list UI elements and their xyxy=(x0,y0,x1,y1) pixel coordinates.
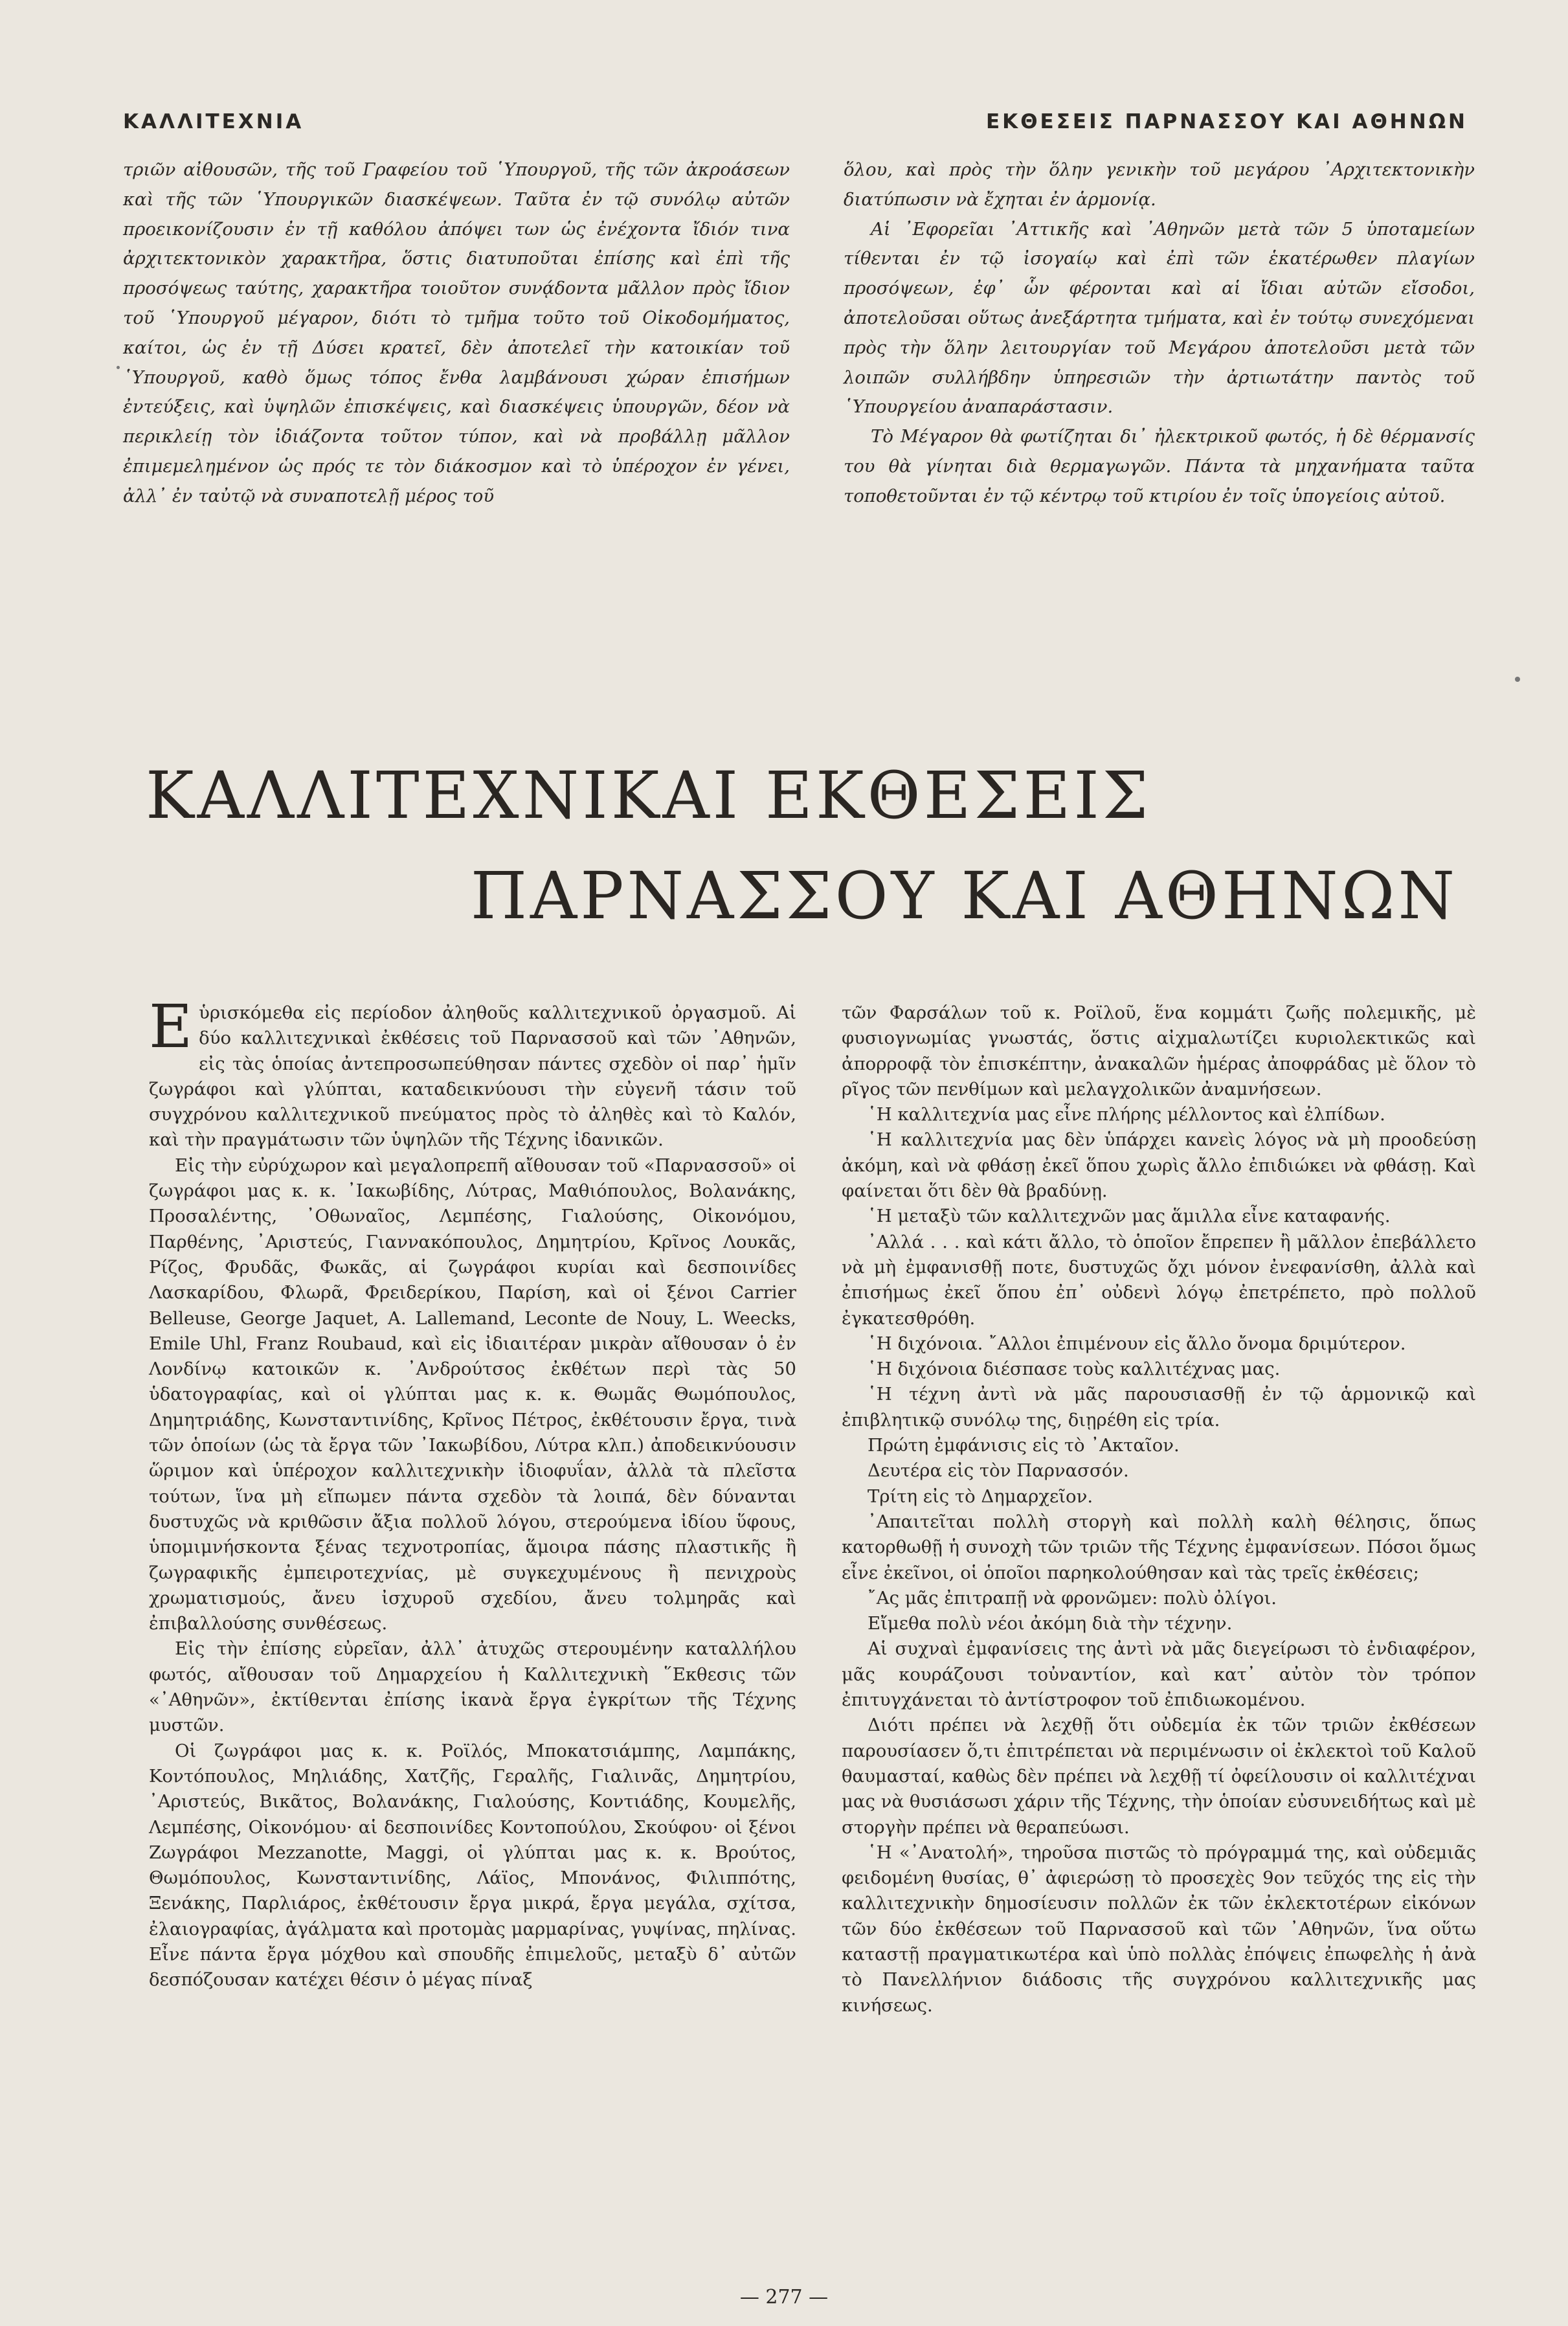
lead-paragraph xyxy=(149,992,796,1153)
print-speck xyxy=(117,366,120,369)
paragraph: Αἱ συχναὶ ἐμφανίσεις της ἀντὶ νὰ μᾶς διεγείρωσι τὸ ἐνδιαφέρον, μᾶς κουράζουσι τοὐναντίον, καὶ κατ᾿ αὐτὸν τὸν τρόπον ἐπιτυγχάνεται τὸ ἀντίστροφον τοῦ ἐπιδιωκομένου. xyxy=(842,1638,1476,1711)
paragraph: ῾Η καλλιτεχνία μας εἶνε πλήρης μέλλοντος καὶ ἐλπίδων. xyxy=(868,1104,1385,1125)
paragraph: Οἱ ζωγράφοι μας κ. κ. Ροϊλός, Μποκατσιάμπης, Λαμπάκης, Κοντόπουλος, Μηλιάδης, Χατζῆς, Γεραλῆς, Γιαλινᾶς, Δημητρίου, ᾽Αριστεύς, Βικᾶτος, Βολανάκης, Γιαλούσης, Κοντιάδης, Κουμελῆς, Λεμπέσης, Οἰκονόμου· αἱ δεσποινίδες Κοντοπούλου, Σκούφου· οἱ ξένοι Ζωγράφοι Mezzanotte, Maggi, οἱ γλύπται μας κ. κ. Βρούτος, Θωμόπουλος, Κωνσταντινίδης, Λάϊος, Μπονάνος, Φιλιππότης, Ξενάκης, Παρλιάρος, ἐκθέτουσιν ἔργα μικρά, ἔργα μεγάλα, σχίτσα, ἐλαιογραφίας, ἀγάλματα καὶ προτομὰς μαρμαρίνας, γυψίνας, πηλίνας. Εἶνε πάντα ἔργα μόχθου καὶ σπουδῆς ἐπιμελοῦς, μεταξὺ δ᾿ αὐτῶν δεσπόζουσαν κατέχει θέσιν ὁ μέγας πίναξ xyxy=(149,1740,796,1991)
page-number: — 277 — xyxy=(739,2286,829,2309)
paragraph: ῾Η καλλιτεχνία μας δὲν ὑπάρχει κανεὶς λόγος νὰ μὴ προοδεύσῃ ἀκόμη, καὶ νὰ φθάσῃ ἐκεῖ ὅπου χωρὶς ἄλλο ἐπιδιώκει νὰ φθάσῃ. Καὶ φαίνεται ὅτι δὲν θὰ βραδύνῃ. xyxy=(842,1129,1476,1202)
paragraph: Εἰς τὴν ἐπίσης εὐρεῖαν, ἀλλ᾿ ἀτυχῶς στερουμένην καταλλήλου φωτός, αἴθουσαν τοῦ Δημαρχείου ἡ Καλλιτεχνικὴ ῞Εκθεσις τῶν «᾽Αθηνῶν», ἐκτίθενται ἐπίσης ἱκανὰ ἔργα ἐγκρίτων τῆς Τέχνης μυστῶν. xyxy=(149,1638,796,1736)
paragraph: Διότι πρέπει νὰ λεχθῇ ὅτι οὐδεμία ἐκ τῶν τριῶν ἐκθέσεων παρουσίασεν ὅ,τι ἐπιτρέπεται νὰ περιμένωσιν οἱ ἐκλεκτοὶ τοῦ Καλοῦ θαυμασταί, καθὼς δὲν πρέπει νὰ λεχθῇ τί ὀφείλουσιν οἱ καλλιτέχναι μας νὰ θυσιάσωσι χάριν τῆς Τέχνης, τὴν ὁποίαν εὐσυνειδήτως καὶ μὲ στοργὴν πρέπει νὰ θεραπεύωσι. xyxy=(842,1715,1476,1838)
paragraph: Εἰς τὴν εὐρύχωρον καὶ μεγαλοπρεπῆ αἴθουσαν τοῦ «Παρνασσοῦ» οἱ ζωγράφοι μας κ. κ. ᾽Ιακωβίδης, Λύτρας, Μαθιόπουλος, Βολανάκης, Προσαλέντης, ᾽Οθωναῖος, Λεμπέσης, Γιαλούσης, Οἰκονόμου, Παρθένης, ᾽Αριστεύς, Γιαννακόπουλος, Δημητρίου, Κρῖνος Λουκᾶς, Ρίζος, Φρυδᾶς, Φωκᾶς, αἱ ζωγράφοι κυρίαι καὶ δεσποινίδες Λασκαρίδου, Φλωρᾶ, Φρειδερίκου, Παρίση, καὶ οἱ ξένοι Carrier Belleuse, George Jaquet, A. Lallemand, Leconte de Nouy, L. Weecks, Emile Uhl, Franz Roubaud, καὶ εἰς ἰδιαιτέραν μικρὰν αἴθουσαν ὁ ἐν Λονδίνῳ κατοικῶν κ. ᾽Ανδρούτσος ἐκθέτων περὶ τὰς 50 ὑδατογραφίας, καὶ οἱ γλύπται μας κ. κ. Θωμᾶς Θωμόπουλος, Δημητριάδης, Κωνσταντινίδης, Κρῖνος Πέτρος, ἐκθέτουσιν ἔργα, τινὰ τῶν ὁποίων (ὡς τὰ ἔργα τῶν ᾽Ιακωβίδου, Λύτρα κλπ.) ἀποδεικνύουσιν ὥριμον καὶ ὑπέροχον καλλιτεχνικὴν ἰδιοφυΐαν, ἀλλὰ τὰ πλεῖστα τούτων, ἵνα μὴ εἴπωμεν πάντα σχεδὸν τὰ λοιπά, δὲν δύνανται δυστυχῶς νὰ κριθῶσιν ἄξια πολλοῦ λόγου, στερούμενα ἰδίου ὕφους, ὑπομιμνήσκοντα ξένας τεχνοτροπίας, ἅμοιρα πάσης πλαστικῆς ἢ ζωγραφικῆς ἐμπειροτεχνίας, μὲ συγκεχυμένους ἢ πενιχροὺς χρωματισμούς, ἄνευ ἰσχυροῦ σχεδίου, ἄνευ τολμηρᾶς καὶ ἐπιβαλλούσης συνθέσεως. xyxy=(149,1155,796,1634)
paragraph: Δευτέρα εἰς τὸν Παρνασσόν. xyxy=(868,1460,1129,1482)
top-left-column xyxy=(123,155,790,512)
paragraph: ῎Ας μᾶς ἐπιτραπῇ νὰ φρονῶμεν: πολὺ ὀλίγοι. xyxy=(868,1587,1277,1609)
top-right-column xyxy=(844,155,1475,512)
running-header-left: ΚΑΛΛΙΤΕΧΝΙΑ xyxy=(123,110,304,133)
paragraph: ῾Η μεταξὺ τῶν καλλιτεχνῶν μας ἅμιλλα εἶνε καταφανής. xyxy=(868,1206,1391,1227)
bottom-left-column xyxy=(149,992,796,1993)
paragraph: Εἴμεθα πολὺ νέοι ἀκόμη διὰ τὴν τέχνην. xyxy=(868,1613,1233,1634)
article-title-line-2: ΠΑΡΝΑΣΣΟΥ ΚΑΙ ΑΘΗΝΩΝ xyxy=(470,858,1458,934)
paragraph: ὅλου, καὶ πρὸς τὴν ὅλην γενικὴν τοῦ μεγάρου ᾽Αρχιτεκτονικὴν διατύπωσιν νὰ ἔχηται ἐν ἁρμονίᾳ. xyxy=(844,159,1475,210)
paragraph: τῶν Φαρσάλων τοῦ κ. Ροϊλοῦ, ἕνα κομμάτι ζωῆς πολεμικῆς, μὲ φυσιογνωμίας γνωστάς, ὅστις αἰχμαλωτίζει κυριολεκτικῶς καὶ ἀπορροφᾷ τὸν ἐπισκέπτην, ἀνακαλῶν ἡμέρας ἀποφράδας μὲ ὅλον τὸ ρῖγος τῶν πενθίμων καὶ μελαγχολικῶν ἀναμνήσεων. xyxy=(842,1002,1476,1100)
paragraph: Πρώτη ἐμφάνισις εἰς τὸ ᾽Ακταῖον. xyxy=(868,1435,1180,1456)
paragraph: ῾Η «᾽Ανατολή», τηροῦσα πιστῶς τὸ πρόγραμμά της, καὶ οὐδεμιᾶς φειδομένη θυσίας, θ᾿ ἀφιερώσῃ τὸ προσεχὲς 9ον τεῦχός της εἰς τὴν καλλιτεχνικὴν δημοσίευσιν πολλῶν ἐκ τῶν ἐκλεκτοτέρων εἰκόνων τῶν δύο ἐκθέσεων τοῦ Παρνασσοῦ καὶ τῶν ᾽Αθηνῶν, ἵνα οὕτω καταστῇ πραγματικωτέρα καὶ ὑπὸ πολλὰς ἐπόψεις ἐπωφελὴς ἡ ἀνὰ τὸ Πανελλήνιον διάδοσις τῆς συγχρόνου καλλιτεχνικῆς μας κινήσεως. xyxy=(842,1842,1476,2016)
paragraph: Τρίτη εἰς τὸ Δημαρχεῖον. xyxy=(868,1485,1093,1507)
paragraph: ῾Η διχόνοια διέσπασε τοὺς καλλιτέχνας μας. xyxy=(868,1359,1281,1380)
article-title-line-1: ΚΑΛΛΙΤΕΧΝΙΚΑΙ ΕΚΘΕΣΕΙΣ xyxy=(146,758,1152,833)
drop-cap: Ε xyxy=(149,992,193,1061)
paragraph: ᾽Αλλά . . . καὶ κάτι ἄλλο, τὸ ὁποῖον ἔπρεπεν ἢ μᾶλλον ἐπεβάλλετο νὰ μὴ ἐμφανισθῇ ποτε, δυστυχῶς ὄχι μόνον ἐνεφανίσθη, ἀλλὰ καὶ ἐπισήμως ἐκεῖ ὅπου ἐπ᾿ οὐδενὶ λόγῳ ἐπετρέπετο, πρὸ πολλοῦ ἐγκατεσθρόθη. xyxy=(842,1231,1476,1329)
running-header-right: ΕΚΘΕΣΕΙΣ ΠΑΡΝΑΣΣΟΥ ΚΑΙ ΑΘΗΝΩΝ xyxy=(986,110,1468,133)
paragraph: Τὸ Μέγαρον θὰ φωτίζηται δι᾿ ἠλεκτρικοῦ φωτός, ἡ δὲ θέρμανσίς του θὰ γίνηται διὰ θερμαγωγῶν. Πάντα τὰ μηχανήματα ταῦτα τοποθετοῦνται ἐν τῷ κέντρῳ τοῦ κτιρίου ἐν τοῖς ὑπογείοις αὐτοῦ. xyxy=(844,426,1475,506)
print-speck xyxy=(1515,677,1520,682)
paragraph: τριῶν αἰθουσῶν, τῆς τοῦ Γραφείου τοῦ ῾Υπουργοῦ, τῆς τῶν ἀκροάσεων καὶ τῆς τῶν ῾Υπουργικῶν διασκέψεων. Ταῦτα ἐν τῷ συνόλῳ αὐτῶν προεικονίζουσιν ἐν τῇ καθόλου ἀπόψει των ὡς ἐνέχοντα ἴδιόν τινα ἀρχιτεκτονικὸν χαρακτῆρα, ὅστις διατυποῦται ἐπίσης καὶ ἐπὶ τῆς προσόψεως ταύτης, χαρακτῆρα τοιοῦτον συνᾴδοντα μᾶλλον πρὸς ἴδιον τοῦ ῾Υπουργοῦ μέγαρον, διότι τὸ τμῆμα τοῦτο τοῦ Οἰκοδομήματος, καίτοι, ὡς ἐν τῇ Δύσει κρατεῖ, δὲν ἀποτελεῖ τὴν κατοικίαν τοῦ ῾Υπουργοῦ, καθὸ ὅμως τόπος ἔνθα λαμβάνουσι χώραν ἐπισήμων ἐντεύξεις, καὶ ὑψηλῶν ἐπισκέψεις, καὶ διασκέψεις ὑπουργῶν, δέον νὰ περικλείῃ τὸν ἰδιάζοντα τοῦτον τύπον, καὶ νὰ προβάλλῃ μᾶλλον ἐπιμεμελημένον ὡς πρός τε τὸν διάκοσμον καὶ τὸ ὑπέροχον ἐν γένει, ἀλλ᾿ ἐν ταὐτῷ νὰ συναποτελῇ μέρος τοῦ xyxy=(123,159,790,506)
paragraph: Αἱ ᾽Εφορεῖαι ᾽Αττικῆς καὶ ᾽Αθηνῶν μετὰ τῶν 5 ὑποταμείων τίθενται ἐν τῷ ἰσογαίῳ καὶ ἐπὶ τῶν ἑκατέρωθεν πλαγίων προσόψεων, ἐφ᾿ ὧν φέρονται καὶ αἱ ἴδιαι αὐτῶν εἴσοδοι, ἀποτελοῦσαι οὕτως ἀνεξάρτητα τμήματα, καὶ ἐν τούτῳ συνεχόμεναι πρὸς τὴν ὅλην λειτουργίαν τοῦ Μεγάρου ἀποτελοῦσι μετὰ τῶν λοιπῶν συλλήβδην ὑπηρεσιῶν τὴν ἀρτιωτάτην παντὸς τοῦ ῾Υπουργείου ἀναπαράστασιν. xyxy=(844,218,1475,418)
bottom-right-column xyxy=(842,1000,1476,2018)
lead-text: ὑρισκόμεθα εἰς περίοδον ἀληθοῦς καλλιτεχνικοῦ ὀργασμοῦ. Αἱ δύο καλλιτεχνικαὶ ἐκθέσεις τοῦ Παρνασσοῦ καὶ τῶν ᾽Αθηνῶν, εἰς τὰς ὁποίας ἀντεπροσωπεύθησαν πάντες σχεδὸν οἱ παρ᾿ ἡμῖν ζωγράφοι καὶ γλύπται, καταδεικνύουσι τὴν εὐγενῆ τάσιν τοῦ συγχρόνου καλλιτεχνικοῦ πνεύματος πρὸς τὸ ἀληθὲς καὶ τὸ Καλόν, καὶ τὴν πραγμάτωσιν τῶν ὑψηλῶν τῆς Τέχνης ἰδανικῶν. xyxy=(149,1002,796,1151)
paragraph: ῾Η τέχνη ἀντὶ νὰ μᾶς παρουσιασθῇ ἐν τῷ ἁρμονικῷ καὶ ἐπιβλητικῷ συνόλῳ της, διῃρέθη εἰς τρία. xyxy=(842,1384,1476,1430)
paragraph: ᾽Απαιτεῖται πολλὴ στοργὴ καὶ πολλὴ καλὴ θέλησις, ὅπως κατορθωθῇ ἡ συνοχὴ τῶν τριῶν τῆς Τέχνης ἐμφανίσεων. Πόσοι ὅμως εἶνε ἐκεῖνοι, οἱ ὁποῖοι παρηκολούθησαν καὶ τὰς τρεῖς ἐκθέσεις; xyxy=(842,1511,1476,1583)
paragraph: ῾Η διχόνοια. ῎Αλλοι ἐπιμένουν εἰς ἄλλο ὄνομα δριμύτερον. xyxy=(868,1333,1406,1354)
